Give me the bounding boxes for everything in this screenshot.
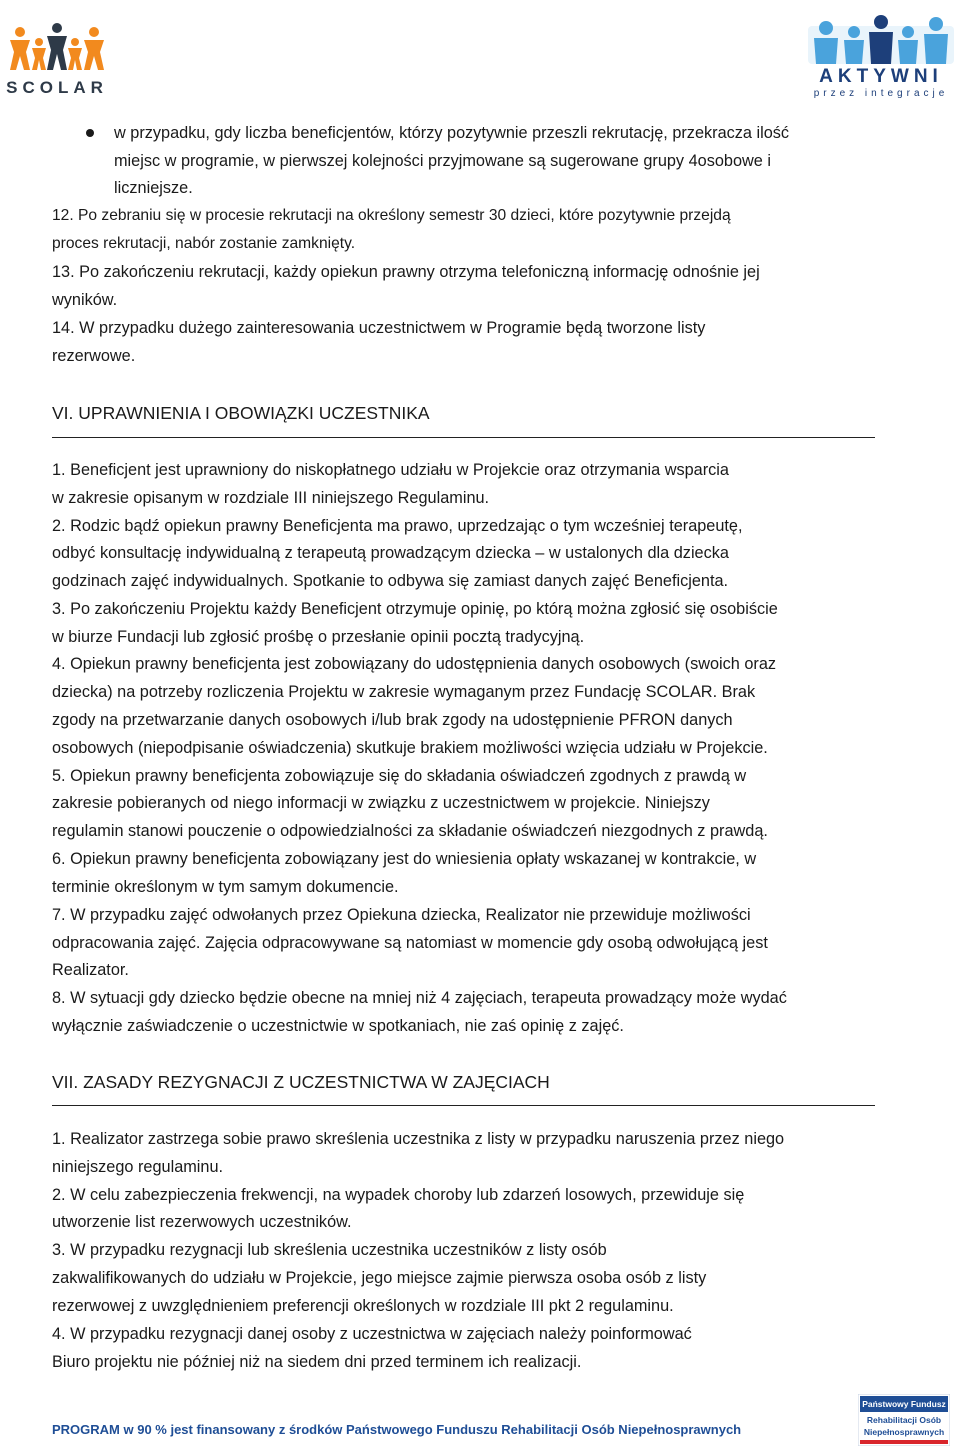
section-6-line: Realizator.: [52, 961, 129, 979]
section-divider: [52, 437, 875, 438]
list-item-13-line: wyników.: [52, 291, 118, 309]
section-7-heading: VII. ZASADY REZYGNACJI Z UCZESTNICTWA W ZAJĘCIACH: [52, 1072, 550, 1092]
section-divider: [52, 1105, 875, 1106]
section-7-line: zakwalifikowanych do udziału w Projekcie, jego miejsce zajmie pierwsza osoba osób z listy: [52, 1269, 707, 1287]
pfron-logo-icon: [858, 1394, 950, 1446]
scolar-logo-text: SCOLAR: [6, 78, 108, 97]
section-6-line: zakresie pobieranych od niego informacji w związku z uczestnictwem w projekcie. Niniejszy: [52, 794, 710, 812]
pfron-logo: [858, 1394, 950, 1446]
aktywni-logo-subtext: przez integracje: [813, 88, 949, 99]
section-6-line: 6. Opiekun prawny beneficjenta zobowiązany jest do wniesienia opłaty wskazanej w kontrakcie, w: [52, 850, 757, 868]
section-6-line: dziecka) na potrzeby rozliczenia Projektu w zakresie wymaganym przez Fundację SCOLAR. Brak: [52, 683, 756, 701]
section-6-line: 4. Opiekun prawny beneficjenta jest zobowiązany do udostępnienia danych osobowych (swoich oraz: [52, 655, 777, 673]
bullet-icon: [86, 129, 94, 137]
section-6-line: 1. Beneficjent jest uprawniony do niskopłatnego udziału w Projekcie oraz otrzymania wsparcia: [52, 461, 729, 479]
section-6-line: w zakresie opisanym w rozdziale III niniejszego Regulaminu.: [52, 489, 490, 507]
section-6-line: terminie określonym w tym samym dokumencie.: [52, 878, 399, 896]
section-6-line: zgody na przetwarzanie danych osobowych i/lub brak zgody na udostępnienie PFRON danych: [52, 711, 733, 729]
section-6-line: osobowych (niepodpisanie oświadczenia) skutkuje brakiem możliwości wzięcia udziału w Projekcie.: [52, 739, 768, 757]
section-7-line: 4. W przypadku rezygnacji danej osoby z uczestnictwa w zajęciach należy poinformować: [52, 1325, 692, 1343]
pfron-logo-line: Państwowy Fundusz: [862, 1399, 946, 1409]
list-item-12-line: proces rekrutacji, nabór zostanie zamknięty.: [52, 235, 356, 252]
section-6-line: 3. Po zakończeniu Projektu każdy Beneficjent otrzymuje opinię, po którą można zgłosić się osobiście: [52, 600, 778, 618]
section-7-line: 1. Realizator zastrzega sobie prawo skreślenia uczestnika z listy w przypadku naruszenia przez niego: [52, 1130, 785, 1148]
section-6-line: 5. Opiekun prawny beneficjenta zobowiązuje się do składania oświadczeń zgodnych z prawdą w: [52, 767, 747, 785]
section-6-line: 7. W przypadku zajęć odwołanych przez Opiekuna dziecka, Realizator nie przewiduje możliwości: [52, 906, 751, 924]
pfron-logo-line: Rehabilitacji Osób: [866, 1415, 942, 1425]
section-6-line: odbyć konsultację indywidualną z terapeutą prowadzącym dziecka – w ustalonych dla dziecka: [52, 544, 729, 562]
aktywni-logo-text: AKTYWNI: [819, 66, 943, 87]
list-item-14-line: 14. W przypadku dużego zainteresowania uczestnictwem w Programie będą tworzone listy: [52, 319, 706, 337]
footer-funding-note: PROGRAM w 90 % jest finansowany z środków Państwowego Funduszu Rehabilitacji Osób Niepełnosprawnych: [52, 1422, 742, 1437]
section-6-line: 2. Rodzic bądź opiekun prawny Beneficjenta ma prawo, uprzedzając o tym wcześniej terapeutę,: [52, 517, 743, 535]
list-item-13-line: 13. Po zakończeniu rekrutacji, każdy opiekun prawny otrzyma telefoniczną informację odnośnie jej: [52, 263, 760, 281]
section-7-line: rezerwowej z uwzględnieniem preferencji określonych w rozdziale III pkt 2 regulaminu.: [52, 1297, 674, 1315]
bullet-line: w przypadku, gdy liczba beneficjentów, którzy pozytywnie przeszli rekrutację, przekracza ilość: [114, 124, 790, 142]
section-6-line: w biurze Fundacji lub zgłosić prośbę o przesłanie opinii pocztą tradycyjną.: [52, 628, 585, 646]
section-6-heading: VI. UPRAWNIENIA I OBOWIĄZKI UCZESTNIKA: [52, 403, 430, 423]
scolar-figures-icon: [6, 18, 108, 78]
list-item-12-line: 12. Po zebraniu się w procesie rekrutacji na określony semestr 30 dzieci, które pozytywnie przejdą: [52, 207, 731, 224]
pfron-logo-line: Niepełnosprawnych: [863, 1427, 945, 1437]
section-6-line: wyłącznie zaświadczenie o uczestnictwie w spotkaniach, nie zaś opinię z zajęć.: [52, 1017, 624, 1035]
section-6-line: 8. W sytuacji gdy dziecko będzie obecne na mniej niż 4 zajęciach, terapeuta prowadzący może wydać: [52, 989, 787, 1007]
section-6-line: odpracowania zajęć. Zajęcia odpracowywane są natomiast w momencie gdy osobą odwołującą jest: [52, 934, 768, 952]
aktywni-logo: [806, 12, 956, 100]
section-6-line: regulamin stanowi pouczenie o odpowiedzialności za składanie oświadczeń niezgodnych z prawdą.: [52, 822, 768, 840]
section-7-line: 2. W celu zabezpieczenia frekwencji, na wypadek choroby lub zdarzeń losowych, przewiduje się: [52, 1186, 745, 1204]
section-7-line: niniejszego regulaminu.: [52, 1158, 224, 1176]
section-7-line: Biuro projektu nie później niż na siedem dni przed terminem ich realizacji.: [52, 1353, 582, 1371]
aktywni-figures-icon: [806, 12, 956, 66]
section-6-line: godzinach zajęć indywidualnych. Spotkanie to odbywa się zamiast danych zajęć Beneficjenta.: [52, 572, 729, 590]
scolar-logo: [6, 18, 108, 96]
bullet-line: liczniejsze.: [114, 179, 193, 197]
section-7-line: 3. W przypadku rezygnacji lub skreślenia uczestnika uczestników z listy osób: [52, 1241, 607, 1259]
section-7-line: utworzenie list rezerwowych uczestników.: [52, 1213, 352, 1231]
bullet-line: miejsc w programie, w pierwszej kolejności przyjmowane są sugerowane grupy 4osobowe i: [114, 152, 771, 170]
list-item-14-line: rezerwowe.: [52, 347, 136, 365]
